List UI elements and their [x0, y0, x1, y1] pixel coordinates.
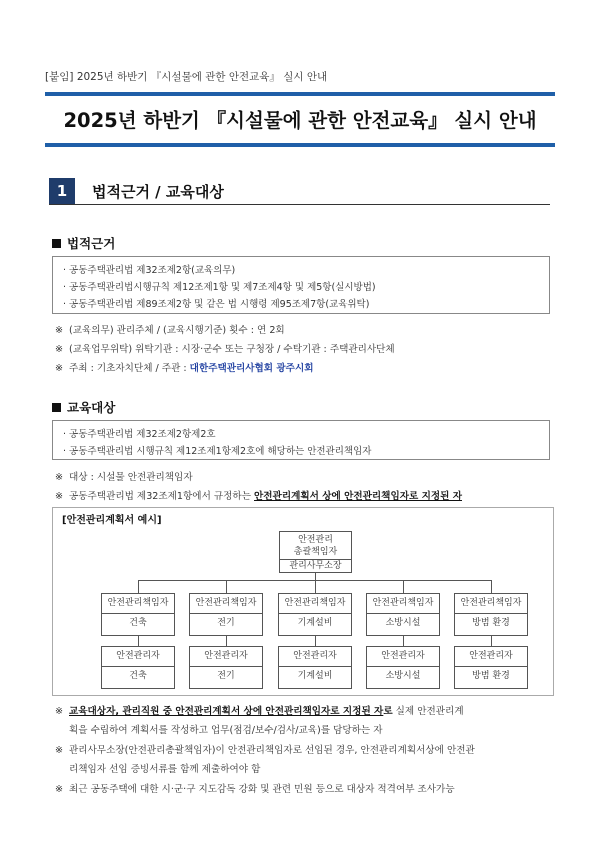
connector-line [315, 580, 316, 593]
legal-note [55, 341, 395, 355]
section-title: 법적근거 / 교육대상 [92, 183, 224, 201]
manager-role: 안전관리자 [279, 647, 351, 667]
legal-basis-item: · 공동주택관리법 제89조제2항 및 같은 법 시행령 제95조제7항(교육위탁) [63, 299, 370, 310]
bottom-note-continuation: 리책임자 선임 증빙서류를 함께 제출하여야 함 [69, 764, 261, 775]
responsible-role: 안전관리책임자 [279, 594, 351, 614]
connector-line [491, 580, 492, 593]
manager-role: 안전관리자 [455, 647, 527, 667]
bottom-note-text: 실제 안전관리계 [392, 706, 464, 717]
title-top-rule [45, 92, 555, 96]
connector-line [403, 636, 404, 646]
title-bottom-rule [45, 143, 555, 147]
responsible-box [101, 593, 175, 636]
manager-box [454, 646, 528, 689]
square-bullet-icon [52, 239, 61, 248]
legal-basis-item: · 공동주택관리법시행규칙 제12조제1항 및 제7조제4항 및 제5항(실시방법) [63, 282, 376, 293]
reference-mark: ※ [55, 344, 64, 355]
target-note [55, 469, 193, 483]
legal-basis-box [52, 256, 550, 314]
manager-role: 안전관리자 [367, 647, 439, 667]
manager-box [189, 646, 263, 689]
connector-line [138, 636, 139, 646]
manager-field: 전기 [217, 671, 235, 681]
bottom-note-text: 관리사무소장(안전관리총괄책임자)이 안전관리책임자로 선임된 경우, 안전관리계획서상에 안전관 [69, 745, 475, 756]
manager-box [101, 646, 175, 689]
target-definition-particle: 로 [383, 706, 393, 717]
square-bullet-icon [52, 403, 61, 412]
page-title: 2025년 하반기 『시설물에 관한 안전교육』 실시 안내 [63, 109, 537, 132]
reference-mark: ※ [55, 706, 64, 717]
reference-mark: ※ [55, 745, 64, 756]
bottom-note-continuation: 획을 수립하여 계획서를 작성하고 업무(점검/보수/검사/교육)를 담당하는 자 [69, 725, 383, 736]
target-item: · 공동주택관리법 시행규칙 제12조제1항제2호에 해당하는 안전관리책임자 [63, 446, 372, 457]
responsible-field: 방범 환경 [472, 618, 510, 628]
responsible-role: 안전관리책임자 [455, 594, 527, 614]
legal-note-text: 주최 : 기초자치단체 / 주관 : [69, 363, 190, 374]
chief-line1: 안전관리 [298, 535, 333, 545]
bottom-note [55, 703, 464, 717]
reference-mark: ※ [55, 784, 64, 795]
responsible-role: 안전관리책임자 [102, 594, 174, 614]
target-note [55, 488, 462, 502]
responsible-role: 안전관리책임자 [190, 594, 262, 614]
responsible-box [366, 593, 440, 636]
reference-mark: ※ [55, 363, 64, 374]
reference-mark: ※ [55, 472, 64, 483]
connector-line [138, 580, 139, 593]
legal-basis-heading [52, 234, 115, 252]
legal-basis-item: · 공동주택관리법 제32조제2항(교육의무) [63, 265, 236, 276]
target-box [52, 420, 550, 460]
bottom-note [55, 781, 455, 795]
responsible-field: 전기 [217, 618, 235, 628]
chief-position: 관리사무소장 [289, 561, 342, 571]
legal-basis-heading-text: 법적근거 [67, 236, 116, 251]
bottom-note [55, 742, 475, 756]
chief-title [280, 532, 351, 560]
manager-role: 안전관리자 [102, 647, 174, 667]
connector-line [226, 636, 227, 646]
reference-mark: ※ [55, 491, 64, 502]
manager-field: 건축 [129, 671, 147, 681]
manager-box [366, 646, 440, 689]
responsible-box [278, 593, 352, 636]
responsible-box [454, 593, 528, 636]
manager-role: 안전관리자 [190, 647, 262, 667]
legal-note-text: (교육의무) 관리주체 / (교육시행기준) 횟수 : 연 2회 [69, 325, 285, 336]
reference-mark: ※ [55, 325, 64, 336]
target-item: · 공동주택관리법 제32조제2항제2호 [63, 429, 216, 440]
section-rule [49, 204, 550, 205]
manager-field: 기계설비 [297, 671, 333, 681]
chief-box [279, 531, 352, 573]
section-number-badge: 1 [49, 178, 75, 204]
attachment-label: [붙임] 2025년 하반기 『시설물에 관한 안전교육』 실시 안내 [45, 71, 328, 83]
target-heading [52, 398, 115, 416]
legal-note [55, 360, 314, 374]
target-definition-emphasis: 교육대상자, 관리직원 중 안전관리계획서 상에 안전관리책임자로 지정된 자 [69, 706, 384, 717]
connector-line [403, 580, 404, 593]
responsible-field: 기계설비 [297, 618, 333, 628]
manager-box [278, 646, 352, 689]
org-chart-title: [안전관리계획서 예시] [62, 515, 162, 526]
responsible-field: 건축 [129, 618, 147, 628]
connector-line [315, 573, 316, 580]
target-note-text: 공동주택관리법 제32조제1항에서 규정하는 [69, 491, 255, 502]
designated-person-emphasis: 안전관리계획서 상에 안전관리책임자로 지정된 자 [254, 491, 462, 502]
responsible-box [189, 593, 263, 636]
organizer-highlight: 대한주택관리사협회 광주시회 [189, 363, 314, 374]
connector-line [491, 636, 492, 646]
connector-line [226, 580, 227, 593]
chief-line2: 총괄책임자 [293, 547, 338, 557]
connector-line [315, 636, 316, 646]
legal-note-text: (교육업무위탁) 위탁기관 : 시장·군수 또는 구청장 / 수탁기관 : 주택관리사단체 [69, 344, 395, 355]
manager-field: 방범 환경 [472, 671, 510, 681]
responsible-role: 안전관리책임자 [367, 594, 439, 614]
target-heading-text: 교육대상 [67, 400, 116, 415]
manager-field: 소방시설 [385, 671, 421, 681]
responsible-field: 소방시설 [385, 618, 421, 628]
legal-note [55, 322, 285, 336]
target-note-text: 대상 : 시설물 안전관리책임자 [69, 472, 193, 483]
bottom-note-text: 최근 공동주택에 대한 시·군·구 지도감독 강화 및 관련 민원 등으로 대상자 적격여부 조사가능 [69, 784, 455, 795]
